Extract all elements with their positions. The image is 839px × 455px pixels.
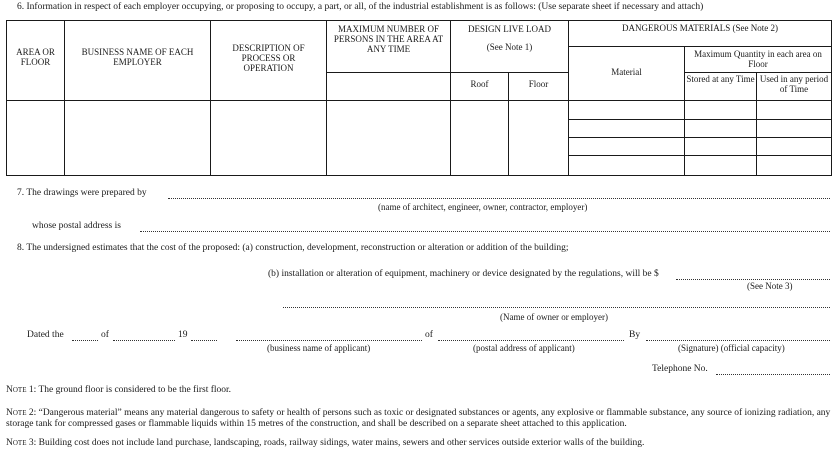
day-field[interactable]: [72, 340, 98, 341]
signature-caption: (Signature) (official capacity): [678, 343, 785, 353]
section-7-label: 7. The drawings were prepared by: [17, 188, 147, 198]
cell-material[interactable]: [569, 120, 685, 138]
cell-stored[interactable]: [685, 138, 757, 156]
note-1-label: Note 1:: [6, 385, 37, 395]
col-description-header: DESCRIPTION OF PROCESS OR OPERATION: [211, 21, 327, 101]
cell-used[interactable]: [757, 156, 832, 176]
postal-address-field[interactable]: [140, 231, 830, 232]
note-1-text: The ground floor is considered to be the first floor.: [38, 385, 232, 395]
col-max-persons-blank: [327, 73, 451, 101]
cell-stored[interactable]: [685, 156, 757, 176]
cell-stored[interactable]: [685, 101, 757, 120]
applicant-address-caption: (postal address of applicant): [473, 343, 575, 353]
signature-field[interactable]: [646, 340, 830, 341]
cell-description[interactable]: [211, 101, 327, 176]
cell-business[interactable]: [65, 101, 211, 176]
owner-caption: (Name of owner or employer): [500, 312, 608, 322]
note-3: [6, 438, 832, 449]
employer-table: [6, 20, 832, 176]
cost-field[interactable]: [676, 279, 830, 280]
section-6-heading: 6. Information in respect of each employer occupying, or proposing to occupy, a part, or all, of the industrial establishment is as follows: (Use separate sheet if necessary and attach): [17, 2, 704, 12]
cell-stored[interactable]: [685, 120, 757, 138]
note-2-text: “Dangerous material” means any material dangerous to safety or health of persons such as toxic or designated substances or agents, any explosive or flammable substance, any source of ionizing radiation, any storage tank for compressed gases or flammable liquids within 15 metres of the construction, and shall be described on a separate sheet attached to this application.: [6, 408, 831, 429]
business-name-field[interactable]: [236, 340, 422, 341]
cell-material[interactable]: [569, 156, 685, 176]
col-used-header: Used in any period of Time: [757, 73, 832, 101]
see-note-3: (See Note 3): [747, 281, 793, 291]
col-max-qty-header: Maximum Quantity in each area on Floor: [685, 47, 832, 73]
telephone-field[interactable]: [716, 374, 830, 375]
of-label: of: [101, 330, 109, 340]
col-business-header: BUSINESS NAME OF EACH EMPLOYER: [65, 21, 211, 101]
note-3-label: Note 3:: [6, 438, 37, 448]
section-8-line-b: (b) installation or alteration of equipment, machinery or device designated by the regulations, will be $: [268, 269, 659, 279]
cell-floor[interactable]: [509, 101, 569, 176]
note-3-text: Building cost does not include land purchase, landscaping, roads, railway sidings, water mains, sewers and other services outside exterior walls of the building.: [38, 438, 645, 448]
owner-name-field[interactable]: [283, 307, 830, 308]
col-material-header: Material: [569, 47, 685, 101]
month-field[interactable]: [113, 340, 175, 341]
note-2-label: Note 2:: [6, 408, 37, 418]
section-8-label: 8. The undersigned estimates that the cost of the proposed: (a) construction, development, reconstruction or alteration or addition of the building;: [17, 243, 569, 253]
architect-caption: (name of architect, engineer, owner, contractor, employer): [378, 202, 588, 212]
of-label-2: of: [425, 330, 433, 340]
postal-address-label: whose postal address is: [32, 221, 121, 231]
col-dangerous-header: DANGEROUS MATERIALS (See Note 2): [569, 21, 832, 47]
cell-used[interactable]: [757, 120, 832, 138]
business-caption: (business name of applicant): [267, 343, 371, 353]
col-design-load-header: DESIGN LIVE LOAD (See Note 1): [451, 21, 569, 73]
cell-max-persons[interactable]: [327, 101, 451, 176]
col-roof-header: Roof: [451, 73, 509, 101]
col-max-persons-header: MAXIMUM NUMBER OF PERSONS IN THE AREA AT ANY TIME: [327, 21, 451, 73]
col-stored-header: Stored at any Time: [685, 73, 757, 101]
col-floor-header: Floor: [509, 73, 569, 101]
cell-material[interactable]: [569, 138, 685, 156]
architect-name-field[interactable]: [168, 198, 830, 199]
telephone-label: Telephone No.: [652, 364, 708, 374]
cell-material[interactable]: [569, 101, 685, 120]
by-label: By: [629, 330, 641, 340]
col-area-header: AREA OR FLOOR: [7, 21, 65, 101]
dated-the-label: Dated the: [27, 330, 64, 340]
year-label: 19: [178, 330, 188, 340]
note-2: [6, 408, 832, 430]
year-field[interactable]: [191, 340, 217, 341]
applicant-address-field[interactable]: [438, 340, 624, 341]
cell-used[interactable]: [757, 101, 832, 120]
cell-roof[interactable]: [451, 101, 509, 176]
cell-used[interactable]: [757, 138, 832, 156]
note-1: [6, 385, 832, 396]
cell-area[interactable]: [7, 101, 65, 176]
